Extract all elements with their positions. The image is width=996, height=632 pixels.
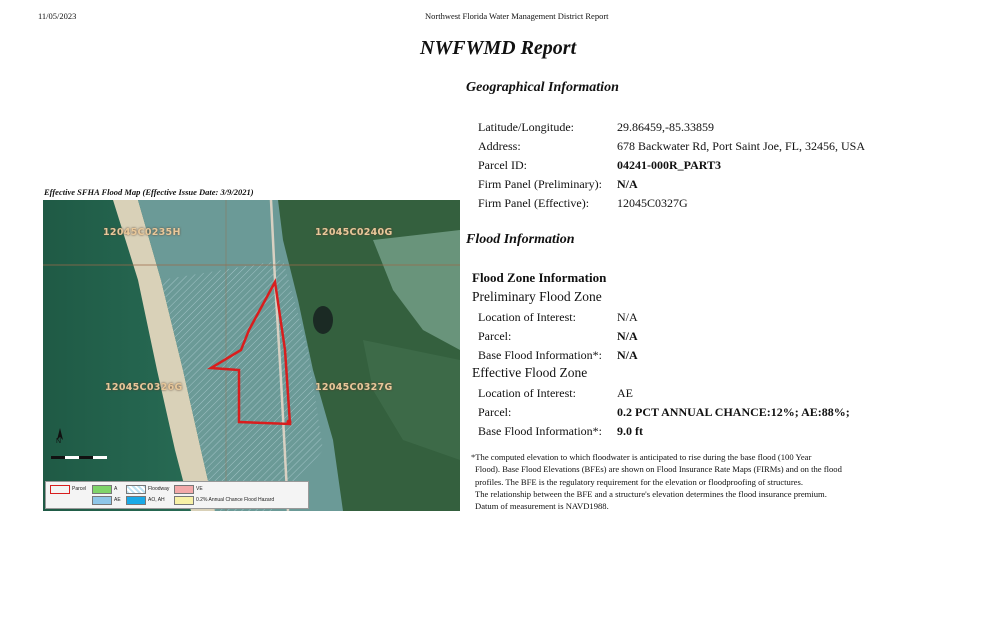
geo-value: 29.86459,-85.33859 [617,120,714,134]
report-date: 11/05/2023 [38,11,77,21]
panel-label: 12045C0327G [315,382,393,393]
map-image [43,200,460,511]
footnote-line: profiles. The BFE is the regulatory requirement for the elevation or floodproofing of structures. [475,476,803,487]
preliminary-zone-title: Preliminary Flood Zone [472,289,602,304]
effective-label: Base Flood Information*: [478,424,602,438]
legend-swatch-ao-ah [126,496,146,505]
legend-swatch-ve [174,485,194,494]
geo-label: Parcel ID: [478,158,527,172]
prelim-label: Base Flood Information*: [478,348,602,362]
legend-swatch-ae [92,496,112,505]
flood-zone-heading: Flood Zone Information [472,270,607,285]
bfe-footnote [471,451,951,512]
prelim-label: Location of Interest: [478,310,576,324]
legend-label: Parcel [72,486,87,492]
report-title: NWFWMD Report [420,37,577,59]
geo-value: 678 Backwater Rd, Port Saint Joe, FL, 32456, USA [617,139,865,153]
geo-value: N/A [617,177,638,191]
flood-map[interactable] [43,200,460,511]
prelim-value: N/A [617,310,638,324]
north-label: N [56,438,62,445]
effective-zone-title: Effective Flood Zone [472,365,588,380]
footnote-line: Flood). Base Flood Elevations (BFEs) are shown on Flood Insurance Rate Maps (FIRMs) and on the flood [475,464,842,475]
footnote-line: *The computed elevation to which floodwater is anticipated to rise during the base flood (100 Year [471,452,812,462]
geo-value: 04241-000R_PART3 [617,158,722,172]
effective-label: Parcel: [478,405,512,419]
agency-name: Northwest Florida Water Management District Report [425,11,609,21]
panel-label: 12045C0326G [105,382,183,393]
effective-value: AE [617,386,633,400]
flood-heading: Flood Information [466,232,575,247]
geo-heading: Geographical Information [466,80,619,95]
panel-label: 12045C0240G [315,227,393,238]
legend-label: VE [196,486,203,492]
effective-value: 0.2 PCT ANNUAL CHANCE:12%; AE:88%; [617,405,850,419]
map-caption: Effective SFHA Flood Map (Effective Issue Date: 3/9/2021) [44,187,254,197]
geo-label: Latitude/Longitude: [478,120,574,134]
legend-label: A [114,486,118,492]
geo-label: Address: [478,139,521,153]
effective-label: Location of Interest: [478,386,576,400]
legend-label: 0.2% Annual Chance Flood Hazard [196,497,275,503]
geo-label: Firm Panel (Effective): [478,196,590,210]
legend-swatch-parcel [50,485,70,494]
prelim-label: Parcel: [478,329,512,343]
map-legend [45,481,309,509]
legend-swatch-a [92,485,112,494]
legend-label: AO, AH [148,497,165,503]
legend-label: Floodway [148,486,170,492]
footnote-line: The relationship between the BFE and a structure's elevation determines the flood insurance premium. [475,488,827,499]
footnote-line: Datum of measurement is NAVD1988. [475,501,609,512]
prelim-value: N/A [617,348,638,362]
legend-label: AE [114,497,121,503]
prelim-value: N/A [617,329,638,343]
legend-swatch-floodway [126,485,146,494]
geo-value: 12045C0327G [617,196,688,210]
effective-value: 9.0 ft [617,424,643,438]
panel-label: 12045C0235H [103,227,181,238]
geo-label: Firm Panel (Preliminary): [478,177,602,191]
legend-swatch-annual [174,496,194,505]
